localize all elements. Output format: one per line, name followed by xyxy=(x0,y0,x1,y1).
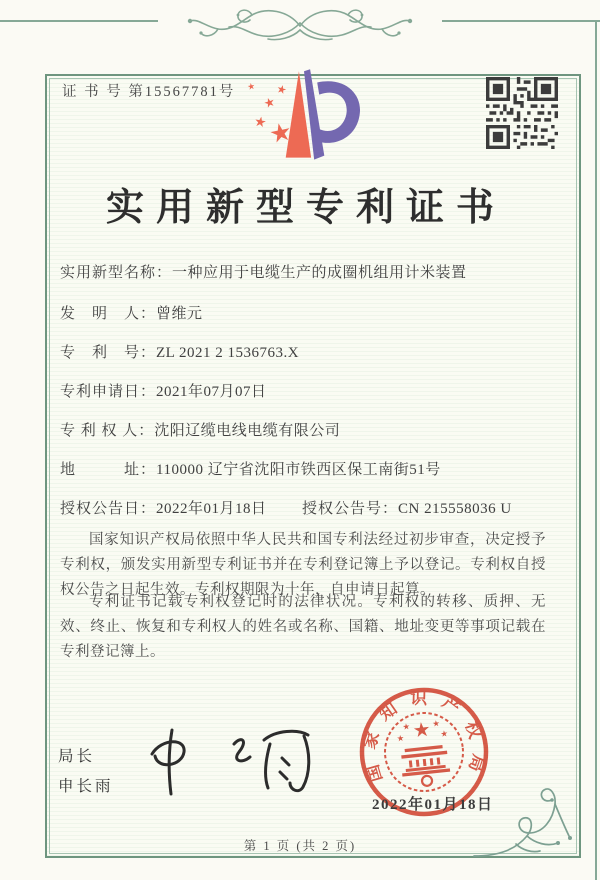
field-utility-model-name xyxy=(60,261,550,282)
page-number: 第 1 页 (共 2 页) xyxy=(243,839,357,853)
field-value: 沈阳辽缆电线电缆有限公司 xyxy=(154,423,341,439)
outer-border-line xyxy=(595,20,597,880)
field-filing-date xyxy=(60,380,550,401)
field-patent-number xyxy=(60,341,550,362)
legal-paragraph: 专利证书记载专利权登记时的法律状况。专利权的转移、质押、无效、终止、恢复和专利权人的姓名或名称、国籍、地址变更等事项记载在专利登记簿上。 xyxy=(60,594,546,660)
outer-border-line xyxy=(442,20,600,22)
field-label: 地 址： xyxy=(60,462,157,478)
field-address xyxy=(60,458,550,479)
outer-border-line xyxy=(0,20,158,22)
legal-paragraph: 国家知识产权局依照中华人民共和国专利法经过初步审查，决定授予专利权，颁发实用新型专利证书并在专利登记簿上予以登记。专利权自授权公告之日起生效。专利权期限为十年，自申请日起算。 xyxy=(60,532,546,598)
field-value: 曾维元 xyxy=(156,306,203,322)
floral-ornament-icon xyxy=(150,0,450,46)
field-value: 2021年07月07日 xyxy=(156,384,267,400)
field-label: 专 利 号： xyxy=(60,345,157,361)
field-patentee xyxy=(60,419,550,440)
national-emblem-icon xyxy=(396,719,453,788)
field-label: 专利申请日： xyxy=(60,384,157,400)
svg-text:国家知识产权局 xyxy=(353,681,494,799)
seal-date: 2022年01月18日 xyxy=(372,797,494,813)
field-value: ZL 2021 2 1536763.X xyxy=(156,345,300,361)
field-grant-publication xyxy=(60,497,550,518)
cnipa-logo-icon xyxy=(238,66,370,168)
field-grant-number xyxy=(302,497,512,518)
certificate-number: 证 书 号 第15567781号 xyxy=(62,84,236,100)
signer-block xyxy=(58,742,114,802)
certificate-title: 实用新型专利证书 xyxy=(105,187,506,229)
field-label: 授权公告日： xyxy=(60,501,157,517)
field-label: 发 明 人： xyxy=(60,306,157,322)
field-value: 一种应用于电缆生产的成圈机组用计米装置 xyxy=(172,265,467,281)
signature-icon xyxy=(142,722,327,802)
qr-code xyxy=(486,77,558,149)
signer-name: 申长雨 xyxy=(58,778,114,795)
seal-ring-text: 国家知识产权局 xyxy=(359,688,489,787)
field-label: 实用新型名称： xyxy=(60,265,173,281)
field-value: 110000 辽宁省沈阳市铁西区保工南街51号 xyxy=(156,462,441,478)
field-label: 授权公告号： xyxy=(302,501,399,517)
field-value: 2022年01月18日 xyxy=(156,501,267,517)
signer-role: 局长 xyxy=(58,748,96,765)
field-value: CN 215558036 U xyxy=(398,501,512,517)
field-label: 专 利 权 人： xyxy=(60,423,155,439)
field-inventor xyxy=(60,302,550,323)
